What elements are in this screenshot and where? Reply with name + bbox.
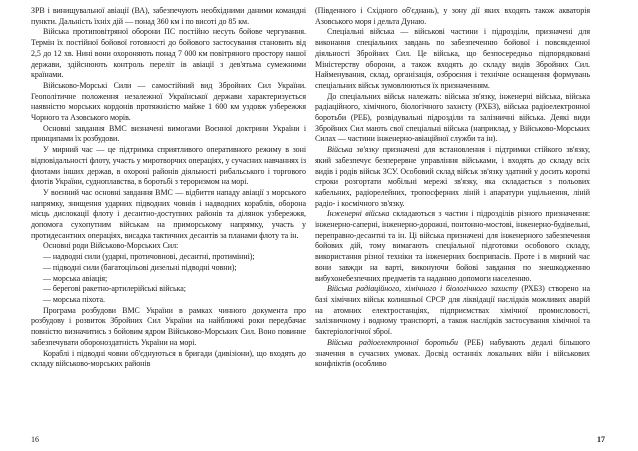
text-run: До спеціальних військ належать: війська зв'язку, інженерні війська, війська радіаційного, хімічного, біологічного захисту (РХБЗ), війська радіоелектронної боротьби (РЕБ), розвідувальні підрозділи та залізничні війська. Деякі види Збройних Сил мають свої спеціальні війська (наприклад, у Військово-Морських Силах — частини інженерно-авіаційної служби та ін). xyxy=(315,91,590,144)
text-run: Спеціальні війська — військові частини і підрозділи, призначені для виконання спеціальних завдань по забезпеченню бойової і повсякденної діяльності Збройних Сил. Це війська, що безпосередньо підпорядковані Міністерству оборони, а також входять до складу видів Збройних Сил. Найменування, склад, організація, озброєння і технічне оснащення формувань спеціальних військ зумовлюються їх призначенням. xyxy=(315,27,590,90)
paragraph xyxy=(315,27,590,91)
list-item: — морська піхота. xyxy=(43,294,105,304)
text-run: (Південного і Східного об'єднань), у зону дії яких входять також акваторія Азовського моря і дельта Дунаю. xyxy=(315,6,590,26)
list-item: — підводні сили (багатоцільові дизельні підводні човни); xyxy=(43,262,237,272)
italic-term: Війська зв'язку xyxy=(327,145,379,155)
left-page-number: 16 xyxy=(31,435,39,444)
paragraph: Військово-Морські Сили — самостійний вид Збройних Сил України. Геополітичне положення незалежної Української держави характеризується наявністю морських кордонів протяжністю майже 1 600 км уздовж узбережжя Чорного та Азовського морів. xyxy=(31,80,306,123)
paragraph: Основні роди Військово-Морських Сил: xyxy=(43,241,179,251)
right-page xyxy=(315,6,590,426)
paragraph: У воєнний час основні завдання ВМС — відбиття нападу авіації з морського напрямку, знищення ударних підводних човнів і надводних кораблів, оборона місць дислокації флоту і десантно-доступних районів та ділянок узбережжя, допомога сухопутним військам на приморському напрямку, участь у протидесантних операціях, висадка тактичних десантів за планами флоту та ін. xyxy=(31,187,306,240)
list-item: — берегові ракетно-артилерійські війська; xyxy=(43,284,186,294)
paragraph: Війська протиповітряної оборони ПС постійно несуть бойове чергування. Термін їх постійної бойової готовності до бойового застосування становить від 2,5 до 12 хв. Нині вони охороняють понад 7 000 км повітряного простору нашої держави, здійснюють контроль переліт ів авіації з дев'ятьма сумежними країнами. xyxy=(31,27,306,80)
italic-term: Інженерні війська xyxy=(327,209,390,219)
text-run: (РЕБ) набувають дедалі більшого значення в сучасних умовах. Досвід останніх локальних війн і військових конфліктів (особливо xyxy=(315,337,590,369)
list-item: — морська авіація; xyxy=(43,273,108,283)
paragraph xyxy=(315,209,590,284)
paragraph: Основні завдання ВМС визначені вимогами Воєнної доктрини України і принципами їх розбудови. xyxy=(31,123,306,144)
paragraph xyxy=(315,284,590,338)
paragraph: Програма розбудови ВМС України в рамках чинного документа про розбудову і розвиток Збройних Сил України на найближчі роки передбачає повністю визначитись з бойовим ядром Військово-Морських Сил. Воно повинне забезпечувати обороноздатність України на морі. xyxy=(31,305,306,347)
paragraph: У мирний час — це підтримка сприятливого оперативного режиму в зоні відповідальності флоту, участь у миротворчих операціях, у сучасних навчаннях із флотами інших держав, в охороні районів діяльності рибальського і торгового флотів України, судноплавства, в боротьбі з тероризмом на морі. xyxy=(31,145,306,187)
paragraph xyxy=(315,145,590,209)
italic-term: Війська радіаційного, хімічного і біологічного захисту xyxy=(327,284,518,294)
text-run: складаються з частин і підрозділів різного призначення: інженерно-саперні, інженерно-дорожні, понтонно-мостові, інженерно-будівельні, переправно-десантні та ін. Ці війська призначені для інженерного забезпечення бойових дій, тому вимагають спеціальної підготовки особового складу, використання різної техніки та інженерних боєприпасів. Проте і в мирний час вони завжди на варті, виконуючи бойові завдання по знешкодженню вибухонебезпечних предметів та наданню допомоги населенню. xyxy=(315,209,590,283)
left-page xyxy=(31,6,306,426)
paragraph xyxy=(315,6,590,27)
paragraph: Кораблі і підводні човни об'єднуються в бригади (дивізіони), що входять до складу військово-морських районів xyxy=(31,348,306,369)
text-run: (РХБЗ) створено на базі хімічних військ колишньої СРСР для ліквідації наслідків можливих аварій на атомних електростанціях, підприємствах хімічної промисловості, залізничному і водному транспорті, а також наслідків застосування хімічної та бактеріологічної зброї. xyxy=(315,284,590,337)
italic-term: Війська радіоелектронної боротьби xyxy=(327,337,458,347)
paragraph xyxy=(315,338,590,370)
paragraph: ЗРВ і винищувальної авіації (ВА), забезпечують необхідними даними командні пункти. Дальність їхніх дій — понад 360 км і по висоті до 85 км. xyxy=(31,6,306,26)
list-item: — надводні сили (ударні, протичовнові, десантні, протимінні); xyxy=(43,252,255,262)
text-run: призначені для встановлення і підтримки стійкого зв'язку, який забезпечує безперервне управління військами, і входять до складу всіх видів і родів військ ЗСУ. Особовий склад військ зв'язку здатний у досить короткі строки розгортати мобільні мережі зв'язку, яка складається з польових кабельних, радіорелейних, тропосферних ліній і апаратури ущільнення, ліній радіо- і космічного зв'язку. xyxy=(315,145,590,208)
paragraph xyxy=(315,92,590,146)
right-page-number: 17 xyxy=(597,435,605,444)
